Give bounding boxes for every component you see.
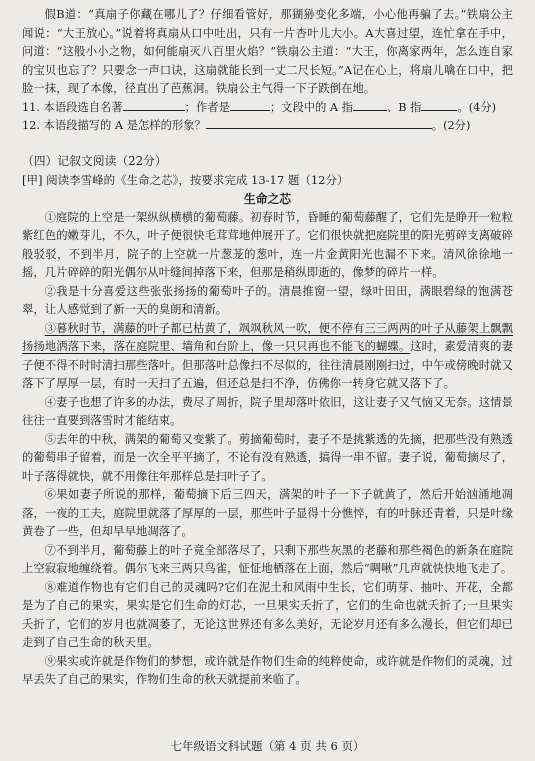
section-header: （四）记叙文阅读（22分） (22, 153, 167, 168)
answer-blank-a[interactable] (353, 99, 387, 111)
answer-blank-b[interactable] (421, 99, 457, 111)
answer-blank-author[interactable] (230, 99, 270, 111)
page-footer: 七年级语文科试题（第 4 页 共 6 页） (170, 739, 365, 753)
question-11: 11. 本语段选自名著 ；作者是 ；文段中的 A 指 、B 指 。(4分) (22, 100, 497, 114)
essay-paragraph-2: ②我是十分喜爱这些张张扬扬的葡萄叶子的。清晨推窗一望，绿叶田田，满眼碧绿的饱满苍翠，让人感觉到了新一天的臭朗和清新。 (22, 284, 513, 316)
essay-paragraph-6: ⑥果如妻子所说的那样，葡萄摘下后三四天，满架的叶子一下子就黄了，然后开始汹涌地凋落，一夜的工夫，庭院里就落了厚厚的一层，那些叶子显得十分憔悴，有的叶脉还青着，只是叶缘黄卷了一些，但却早早地凋落了。 (22, 488, 513, 538)
essay-paragraph-8: ⑧难道作物也有它们自己的灵魂吗?它们在泥土和风雨中生长，它们萌芽、抽叶、开花，全都是为了自己的果实，果实是它们生命的灯芯，一旦果实夭折了，它们的生命也就夭折了;一旦果实夭折了，它们的岁月也就凋萎了，无论这世界还有多么美好，无论岁月还有多么漫长，但它们却已走到了自己生命的秋天里。 (22, 580, 513, 649)
section-subheader: [甲] 阅读李雪峰的《生命之芯》，按要求完成 13-17 题（12分） (22, 172, 349, 187)
essay-paragraph-4: ④妻子也想了许多的办法，费尽了周折，院子里却落叶依旧，这让妻子又气恼又无奈。这情景往往一直要到落雪时才能结束。 (22, 395, 513, 427)
essay-paragraph-1: ①庭院的上空是一架纵纵横横的葡萄藤。初春时节，昏睡的葡萄藤醒了，它们先是睁开一粒粒紫红色的嫩芽儿，不久，叶子便很快毛茸茸地伸展开了。它们很快就把庭院里的阳光剪碎支离破碎般驳驳，不到半月，院子的上空就一片葱茏的葱叶，连一片金黄阳光也漏不下来。清风徐徐地一摇，几片碎碎的阳光偶尔从叶缝间掉落下来，但那是稍纵即逝的，像梦的碎片一样。 (22, 210, 513, 279)
essay-paragraph-7: ⑦不到半月，葡萄藤上的叶子竟全部落尽了，只剩下那些灰黑的老藤和那些褐色的新条在庭院上空寂寂地缠绕着。偶尔飞来三两只鸟雀，怔怔地栖落在上面，然后“啁啾”几声就快快地飞走了。 (22, 543, 513, 575)
answer-blank-image[interactable] (206, 117, 432, 129)
essay-title: 生命之芯 (243, 191, 292, 206)
essay-paragraph-9: ⑨果实或许就是作物们的梦想，或许就是作物们生命的纯粹使命，或许就是作物们的灵魂，过早丢失了自己的果实，作物们生命的秋天就提前来临了。 (22, 654, 513, 686)
underlined-sentence: ③暮秋时节，满藤的叶子都已枯黄了，飒飒秋风一吹，便不停有三三两两的叶子从藤架上飘飘扬扬地洒落下来，落在庭院里、墙角和台阶上，像一只只再也不能飞的蝴蝶。 (22, 321, 513, 353)
answer-blank-book[interactable] (123, 99, 185, 111)
question-12: 12. 本语段描写的 A 是怎样的形象？ 。(2分) (22, 119, 471, 132)
essay-paragraph-3: ③暮秋时节，满藤的叶子都已枯黄了，飒飒秋风一吹，便不停有三三两两的叶子从藤架上飘飘扬扬地洒落下来，落在庭院里、墙角和台阶上，像一只只再也不能飞的蝴蝶。这时，素爱清爽的妻子便不得不时时清扫那些落叶。但那落叶总像扫不尽似的，往往清晨刚刚扫过，中午或傍晚时就又落下了厚厚一层，有时一天扫了五遍，但还总是扫不净，仿佛你一转身它就又落下了。 (22, 321, 513, 390)
dialogue-paragraph: 假B道：“真扇子你藏在哪儿了？仔细看管好，那猢狲变化多端，小心他再骗了去。”铁扇公主闻说：“大王放心。”说着将真扇从口中吐出，只有一片杏叶儿大小。A大喜过望，连忙拿在手中，问道：“这般小小之物，如何能扇灭八百里火焰？”铁扇公主道：“大王，你离家两年，怎么连自家的宝贝也忘了？只要念一声口诀，这扇就能长到一丈二尺长短。”A记在心上，将扇儿噙在口中，把脸一抹，现了本像，径直出了芭蕉洞。铁扇公主气得一下子跌倒在地。 (22, 8, 513, 95)
essay-paragraph-5: ⑤去年的中秋，满架的葡萄又变紫了。剪摘葡萄时，妻子不是挑紫透的先摘，把那些没有熟透的葡萄串子留着，而是一次全平平摘了，不论有没有熟透，搞得一串不留。妻子说，葡萄摘尽了，叶子落得就快，就不用像往年那样总是扫叶子了。 (22, 432, 513, 483)
